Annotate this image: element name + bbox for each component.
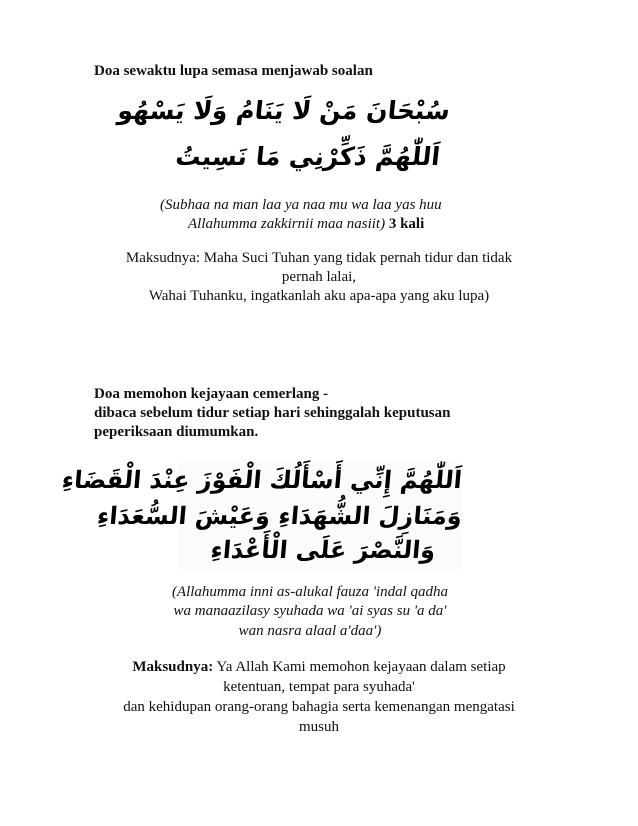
section2-arabic-line1: اَللّٰهُمَّ إِنِّي أَسْأَلُكَ الْفَوْزَ عِنْدَ الْقَضَاءِ xyxy=(60,466,464,494)
section2-title-line1: Doa memohon kejayaan cemerlang - xyxy=(94,386,329,402)
section1-meaning-line2: pernah lalai, xyxy=(281,269,357,285)
section1-meaning-line1: Maksudnya: Maha Suci Tuhan yang tidak pernah tidur dan tidak xyxy=(125,250,513,266)
section2-meaning-line2: ketentuan, tempat para syuhada' xyxy=(223,679,415,695)
section2-transliteration-line3: wan nasra alaal a'daa') xyxy=(238,623,382,639)
section2-title-line2: dibaca sebelum tidur setiap hari sehinggalah keputusan xyxy=(94,405,451,421)
section2-arabic-line3: وَالنَّصْرَ عَلَى الْأَعْدَاءِ xyxy=(209,536,437,564)
section1-arabic-line1: سُبْحَانَ مَنْ لَا يَنَامُ وَلَا يَسْهُو xyxy=(116,96,452,125)
section1-meaning-line3: Wahai Tuhanku, ingatkanlah aku apa-apa yang aku lupa) xyxy=(148,288,490,304)
section2-transliteration-line2: wa manaazilasy syuhada wa 'ai syas su 'a da' xyxy=(173,603,447,619)
section2-transliteration-line1: (Allahumma inni as-alukal fauza 'indal qadha xyxy=(171,584,449,600)
section1-title: Doa sewaktu lupa semasa menjawab soalan xyxy=(94,63,373,79)
section1-transliteration-line1: (Subhaa na man laa ya naa mu wa laa yas huu xyxy=(160,197,442,213)
section2-meaning-line3: dan kehidupan orang-orang bahagia serta kemenangan mengatasi xyxy=(123,699,515,715)
section2-title-line3: peperiksaan diumumkan. xyxy=(94,424,259,440)
section2-meaning-label: Maksudnya: xyxy=(132,659,214,675)
section2-meaning-line1: Ya Allah Kami memohon kejayaan dalam setiap xyxy=(216,659,506,675)
section2-meaning-line1-wrap xyxy=(80,658,558,677)
section2-arabic-block xyxy=(60,462,464,570)
section1-count: 3 kali xyxy=(388,216,425,232)
section1-transliteration-line2-wrap xyxy=(188,215,424,234)
section2-meaning-line4: musuh xyxy=(298,719,339,735)
section1-arabic-line2: اَللّٰهُمَّ ذَكِّرْنِي مَا نَسِيتُ xyxy=(174,142,442,171)
section1-transliteration-line2: Allahumma zakkirnii maa nasiit) xyxy=(188,216,386,232)
section2-arabic-line2: وَمَنَازِلَ الشُّهَدَاءِ وَعَيْشَ السُّعَدَاءِ xyxy=(96,502,464,530)
